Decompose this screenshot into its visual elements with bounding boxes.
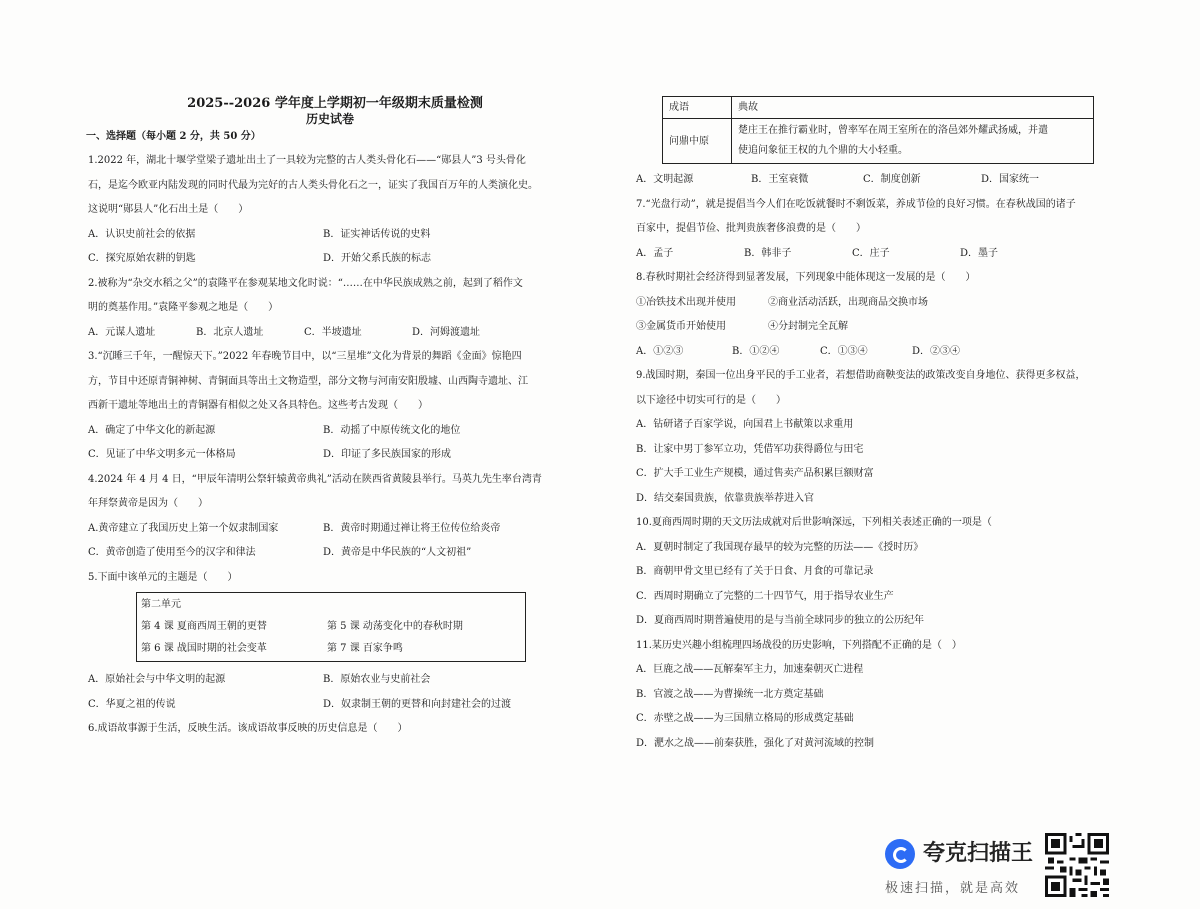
option-a: A．文明起源 (636, 174, 694, 185)
option-a: A.黄帝建立了我国历史上第一个奴隶制国家 (88, 522, 279, 534)
question-1 (88, 149, 560, 223)
option-b: B．动摇了中原传统文化的地位 (323, 424, 461, 436)
options-row (636, 168, 1138, 193)
question-3 (88, 345, 560, 419)
option-d: D．印证了多民族国家的形成 (323, 449, 452, 460)
option-b: B．原始农业与史前社会 (323, 674, 431, 685)
option-c: C．华夏之祖的传说 (88, 698, 176, 710)
option-a: A．认识史前社会的依据 (88, 228, 196, 240)
lesson-4: 第 4 课 夏商西周王朝的更替 (141, 621, 267, 632)
option-b: B．王室衰微 (751, 174, 809, 185)
question-text: 5.下面中该单元的主题是（ ） (88, 571, 238, 583)
option-d: D．夏商西周时期普遍使用的是与当前全球同步的独立的公历纪年 (636, 615, 925, 626)
option-d: D．河姆渡遗址 (412, 326, 481, 338)
question-text: 明的奠基作用。”袁隆平参观之地是（ ） (88, 302, 279, 313)
lesson-row (141, 616, 521, 638)
unit-box (136, 592, 526, 662)
question-text: 年拜祭黄帝是因为（ ） (88, 498, 208, 509)
question-4 (88, 468, 560, 517)
option-c: C．制度创新 (863, 174, 921, 185)
question-9 (636, 364, 1138, 413)
options-row (88, 419, 560, 444)
question-8 (636, 266, 1138, 291)
option-a: A．元谋人遗址 (88, 326, 156, 338)
qr-code-icon (1045, 833, 1109, 897)
options-row (88, 668, 560, 693)
option-b: B．北京人遗址 (196, 326, 264, 338)
lesson-7: 第 7 课 百家争鸣 (327, 643, 403, 654)
question-text: 2.被称为“杂交水稻之父”的袁隆平在参观某地文化时说：“……在中华民族成熟之前，起到了稻作文 (88, 277, 523, 289)
option-a: A．夏朝时制定了我国现存最早的较为完整的历法——《授时历》 (636, 541, 924, 553)
quark-logo-icon (885, 839, 915, 869)
question-text: 百家中，提倡节俭、批判贵族奢侈浪费的是（ ） (636, 223, 866, 234)
option-c: C．赤壁之战——为三国鼎立格局的形成奠定基础 (636, 713, 854, 724)
question-text: 3.“沉睡三千年，一醒惊天下。”2022 年春晚节目中，以“三星堆”文化为背景的舞蹈《金面》惊艳四 (88, 351, 522, 362)
unit-title: 第二单元 (141, 599, 181, 610)
option-b: B．让家中男丁参军立功，凭借军功获得爵位与田宅 (636, 443, 864, 455)
option-b: B．证实神话传说的史料 (323, 228, 431, 240)
option-b: B．①②④ (732, 345, 780, 357)
option-d: D．②③④ (912, 345, 961, 357)
exam-title: 2025--2026 学年度上学期初一年级期末质量检测 (187, 96, 483, 111)
options-row (88, 517, 560, 542)
question-text: 这说明“郧县人”化石出土是（ ） (88, 204, 249, 215)
lesson-5: 第 5 课 动荡变化中的春秋时期 (327, 621, 463, 632)
allusion-line: 楚庄王在推行霸业时，曾率军在周王室所在的洛邑郊外耀武扬威，并遣 (738, 125, 1048, 136)
question-text: 8.春秋时期社会经济得到显著发展，下列现象中能体现这一发展的是（ ） (636, 272, 976, 283)
section-heading: 一、选择题（每小题 2 分，共 50 分） (86, 131, 261, 142)
scanner-watermark (885, 835, 1035, 895)
options-row (88, 223, 560, 248)
question-10 (636, 511, 1138, 536)
table-cell-allusion (732, 119, 1094, 164)
option-d: D．墨子 (960, 247, 999, 259)
question-text: 1.2022 年，湖北十堰学堂梁子遗址出土了一具较为完整的古人类头骨化石——“郧县人”3 号头骨化 (88, 155, 526, 166)
option-d: D．黄帝是中华民族的“人文初祖” (323, 547, 472, 558)
options-row (88, 443, 560, 468)
options-row (88, 693, 560, 718)
question-text: 7.“光盘行动”，就是提倡当今人们在吃饭就餐时不剩饭菜，养成节俭的良好习惯。在春秋战国的诸子 (636, 198, 1076, 210)
option-c: C．西周时期确立了完整的二十四节气，用于指导农业生产 (636, 590, 894, 602)
option-a: A．原始社会与中华文明的起源 (88, 674, 226, 685)
option-b: B．韩非子 (744, 247, 792, 259)
question-text: 以下途径中切实可行的是（ ） (636, 394, 786, 406)
option-c: C．扩大手工业生产规模，通过售卖产品积累巨额财富 (636, 468, 874, 479)
option-c: C．庄子 (852, 247, 890, 259)
table-header-allusion: 典故 (732, 97, 1094, 119)
option-c: C．探究原始农耕的钥匙 (88, 253, 196, 264)
options-row (636, 242, 1138, 267)
statement-4: ④分封制完全瓦解 (768, 321, 848, 332)
question-text: 方，节目中还原青铜神树、青铜面具等出土文物造型，部分文物与河南安阳殷墟、山西陶寺遗址、江 (88, 375, 528, 387)
option-b: B．黄帝时期通过禅让将王位传位给炎帝 (323, 522, 501, 534)
options-row (88, 247, 560, 272)
table-cell-idiom: 问鼎中原 (663, 119, 732, 164)
question-text: 石，是迄今欧亚内陆发现的同时代最为完好的古人类头骨化石之一，证实了我国百万年的人类演化史。 (88, 179, 538, 191)
option-d: D．结交秦国贵族，依靠贵族举荐进入官 (636, 492, 815, 504)
options-row (88, 541, 560, 566)
question-6 (88, 717, 560, 742)
options-row (88, 321, 560, 346)
question-text: 11.某历史兴趣小组梳理四场战役的历史影响，下列搭配不正确的是（ ） (636, 639, 962, 651)
question-text: 6.成语故事源于生活，反映生活。该成语故事反映的历史信息是（ ） (88, 723, 408, 734)
option-d: D．开始父系氏族的标志 (323, 253, 432, 264)
option-a: A．孟子 (636, 247, 674, 259)
table-header-idiom: 成语 (663, 97, 732, 119)
question-5 (88, 566, 560, 591)
question-7 (636, 193, 1138, 242)
lesson-row (141, 638, 521, 660)
option-c: C．黄帝创造了使用至今的汉字和律法 (88, 547, 256, 558)
option-d: D．奴隶制王朝的更替和向封建社会的过渡 (323, 698, 512, 710)
option-c: C．见证了中华文明多元一体格局 (88, 449, 236, 460)
allusion-line: 使追问象征王权的九个鼎的大小轻重。 (738, 145, 908, 156)
watermark-name: 夸克扫描王 (923, 841, 1034, 866)
question-text: 10.夏商西周时期的天文历法成就对后世影响深远，下列相关表述正确的一项是（ (636, 517, 992, 528)
option-a: A．钻研诸子百家学说，向国君上书献策以求重用 (636, 419, 854, 430)
statement-row (636, 291, 1138, 316)
option-a: A．巨鹿之战——瓦解秦军主力，加速秦朝灭亡进程 (636, 664, 864, 675)
option-b: B．商朝甲骨文里已经有了关于日食、月食的可靠记录 (636, 566, 874, 577)
statement-2: ②商业活动活跃，出现商品交换市场 (768, 296, 928, 308)
question-2 (88, 272, 560, 321)
question-text: 4.2024 年 4 月 4 日，“甲辰年清明公祭轩辕黄帝典礼”活动在陕西省黄陵县举行。马英九先生率台湾青 (88, 473, 542, 485)
question-text: 9.战国时期，秦国一位出身平民的手工业者，若想借助商鞅变法的政策改变自身地位、获得更多权益， (636, 370, 1086, 381)
left-column (80, 96, 560, 742)
statement-1: ①冶铁技术出现并使用 (636, 296, 736, 308)
idiom-table (662, 96, 1094, 164)
option-d: D．国家统一 (981, 174, 1040, 185)
option-b: B．官渡之战——为曹操统一北方奠定基础 (636, 688, 824, 700)
lesson-6: 第 6 课 战国时期的社会变革 (141, 643, 267, 654)
option-c: C．半坡遗址 (304, 326, 362, 338)
option-c: C．①③④ (820, 345, 868, 357)
option-d: D．淝水之战——前秦获胜，强化了对黄河流域的控制 (636, 737, 875, 749)
statement-row (636, 315, 1138, 340)
option-a: A．确定了中华文化的新起源 (88, 424, 216, 436)
watermark-tagline: 极速扫描，就是高效 (885, 881, 1021, 896)
question-11 (636, 634, 1138, 659)
options-row (636, 340, 1138, 365)
question-text: 西新干遗址等地出土的青铜器有相似之处又各具特色。这些考古发现（ ） (88, 400, 428, 411)
exam-subtitle: 历史试卷 (305, 112, 354, 126)
statement-3: ③金属货币开始使用 (636, 321, 726, 332)
option-a: A．①②③ (636, 345, 684, 357)
right-column (628, 96, 1138, 756)
